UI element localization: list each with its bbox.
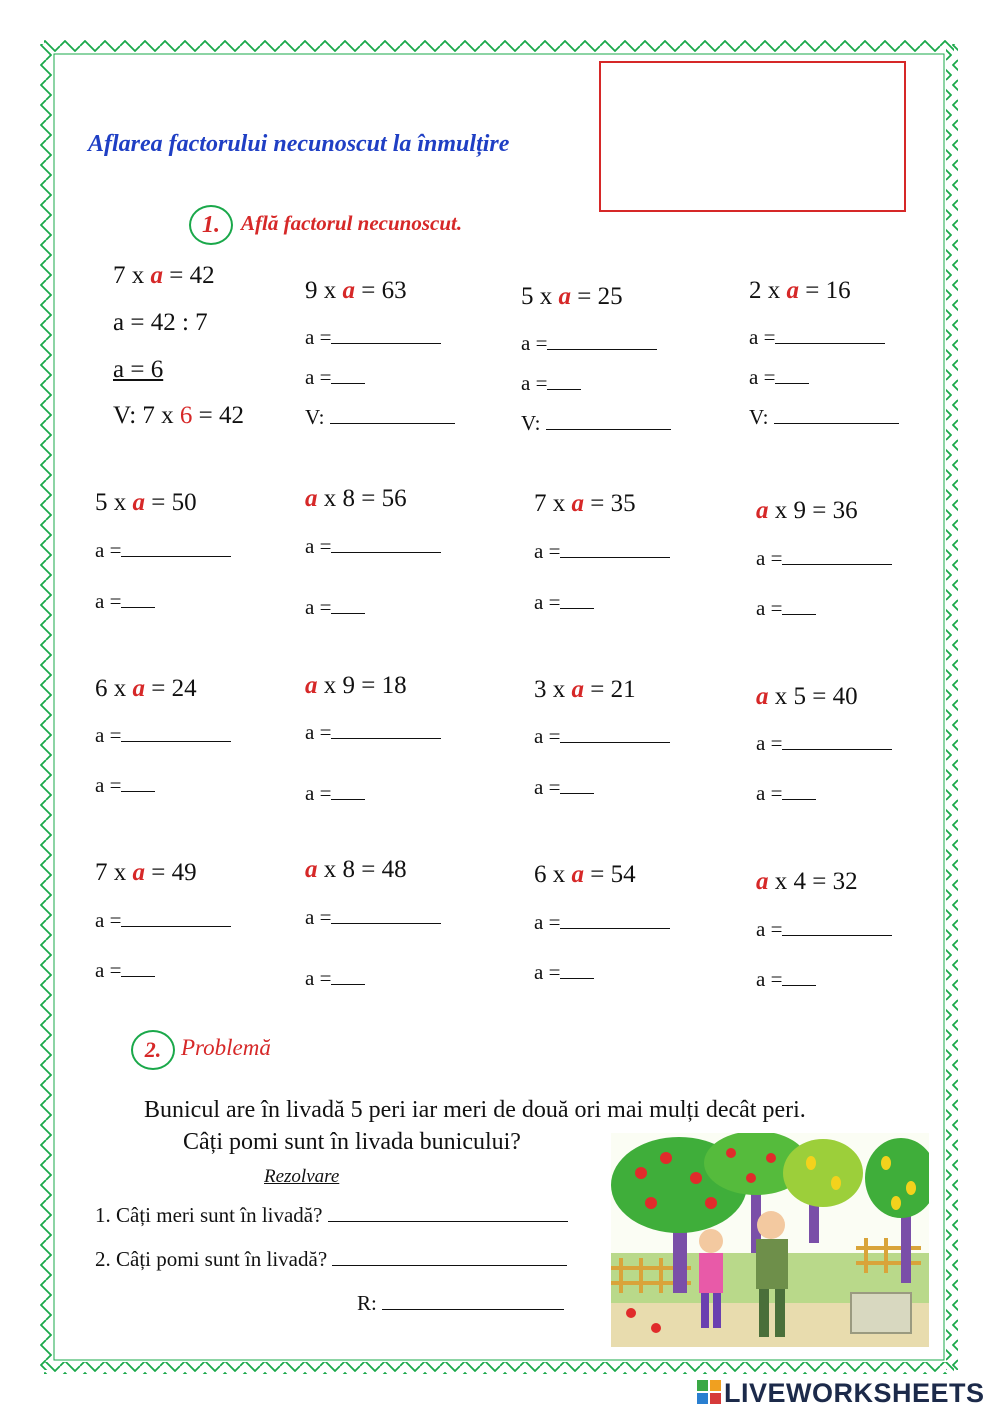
answer-line-division[interactable]: a = bbox=[756, 731, 892, 756]
answer-line-result[interactable]: a = bbox=[95, 958, 155, 983]
equation-2-3: 7 x a = 35 bbox=[534, 490, 636, 517]
problem-text-line-2: Câți pomi sunt în livada bunicului? bbox=[183, 1129, 521, 1155]
answer-line-division[interactable]: a = bbox=[95, 908, 231, 933]
verification-line[interactable]: V: bbox=[749, 405, 899, 430]
answer-line-result[interactable]: a = bbox=[534, 775, 594, 800]
answer-line-result[interactable]: a = bbox=[534, 960, 594, 985]
equation-3-1: 6 x a = 24 bbox=[95, 675, 197, 702]
example-step-result: a = 6 bbox=[113, 356, 164, 383]
answer-line-division[interactable]: a = bbox=[534, 910, 670, 935]
answer-line-division[interactable]: a = bbox=[305, 325, 441, 350]
answer-line-result[interactable]: a = bbox=[756, 781, 816, 806]
answer-line-division[interactable]: a = bbox=[305, 720, 441, 745]
answer-line-result[interactable]: a = bbox=[756, 967, 816, 992]
equation-1-3: 5 x a = 25 bbox=[521, 283, 623, 310]
solution-label: Rezolvare bbox=[264, 1166, 340, 1187]
problem-text-line-1: Bunicul are în livadă 5 peri iar meri de două ori mai mulți decât peri. bbox=[144, 1097, 806, 1123]
answer-line-division[interactable]: a = bbox=[756, 546, 892, 571]
equation-4-2: a x 8 = 48 bbox=[305, 856, 407, 883]
answer-line-division[interactable]: a = bbox=[749, 325, 885, 350]
equation-2-1: 5 x a = 50 bbox=[95, 489, 197, 516]
answer-line-result[interactable]: a = bbox=[521, 371, 581, 396]
answer-line-result[interactable]: a = bbox=[305, 966, 365, 991]
liveworksheets-logo-icon bbox=[697, 1380, 721, 1404]
watermark-text: LIVEWORKSHEETS bbox=[724, 1378, 985, 1408]
answer-line-result[interactable]: a = bbox=[534, 590, 594, 615]
worksheet-title: Aflarea factorului necunoscut la înmulțire bbox=[88, 131, 510, 157]
answer-line-result[interactable]: a = bbox=[95, 589, 155, 614]
exercise-1-number: 1. bbox=[189, 205, 233, 245]
answer-line-division[interactable]: a = bbox=[95, 538, 231, 563]
equation-4-1: 7 x a = 49 bbox=[95, 859, 197, 886]
answer-line[interactable]: R: bbox=[357, 1291, 564, 1316]
answer-line-division[interactable]: a = bbox=[95, 723, 231, 748]
answer-line-division[interactable]: a = bbox=[756, 917, 892, 942]
example-equation: 7 x a = 42 bbox=[113, 262, 215, 289]
answer-line-division[interactable]: a = bbox=[305, 534, 441, 559]
equation-2-4: a x 9 = 36 bbox=[756, 497, 858, 524]
answer-line-result[interactable]: a = bbox=[749, 365, 809, 390]
answer-line-division[interactable]: a = bbox=[305, 905, 441, 930]
example-step-division: a = 42 : 7 bbox=[113, 309, 208, 336]
unknown-factor: a bbox=[150, 262, 163, 289]
answer-line-result[interactable]: a = bbox=[305, 365, 365, 390]
example-verification: V: 7 x 6 = 42 bbox=[113, 402, 245, 429]
exercise-2-number: 2. bbox=[131, 1030, 175, 1070]
answer-line-result[interactable]: a = bbox=[756, 596, 816, 621]
equation-4-3: 6 x a = 54 bbox=[534, 861, 636, 888]
answer-line-division[interactable]: a = bbox=[521, 331, 657, 356]
equation-3-4: a x 5 = 40 bbox=[756, 683, 858, 710]
answer-line-result[interactable]: a = bbox=[95, 773, 155, 798]
equation-1-2: 9 x a = 63 bbox=[305, 277, 407, 304]
equation-1-4: 2 x a = 16 bbox=[749, 277, 851, 304]
equation-2-2: a x 8 = 56 bbox=[305, 485, 407, 512]
orchard-illustration bbox=[611, 1133, 929, 1347]
answer-line-result[interactable]: a = bbox=[305, 595, 365, 620]
exercise-1-instruction: Află factorul necunoscut. bbox=[241, 211, 463, 235]
question-2[interactable]: 2. Câți pomi sunt în livadă? bbox=[95, 1247, 567, 1272]
answer-line-result[interactable]: a = bbox=[305, 781, 365, 806]
verification-line[interactable]: V: bbox=[305, 405, 455, 430]
question-1[interactable]: 1. Câți meri sunt în livadă? bbox=[95, 1203, 568, 1228]
answer-line-division[interactable]: a = bbox=[534, 539, 670, 564]
answer-line-division[interactable]: a = bbox=[534, 724, 670, 749]
verification-line[interactable]: V: bbox=[521, 411, 671, 436]
equation-4-4: a x 4 = 32 bbox=[756, 868, 858, 895]
exercise-2-heading: Problemă bbox=[181, 1035, 271, 1060]
equation-3-2: a x 9 = 18 bbox=[305, 672, 407, 699]
answer-box[interactable] bbox=[599, 61, 906, 212]
equation-3-3: 3 x a = 21 bbox=[534, 676, 636, 703]
